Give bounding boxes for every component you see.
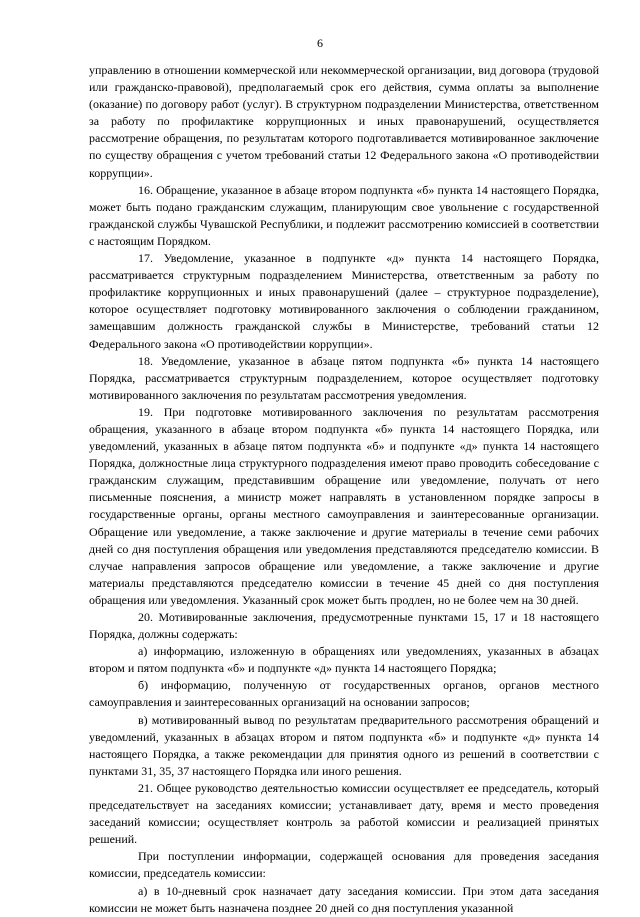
paragraph-20: 20. Мотивированные заключения, предусмотренные пунктами 15, 17 и 18 настоящего Порядка, должны содержать:: [89, 610, 599, 642]
paragraph-19: 19. При подготовке мотивированного заключения по результатам рассмотрения обращения, указанного в абзаце втором подпункта «б» пункта 14 настоящего Порядка, или уведомлений, указанных в абзаце пятом подпункта «б» и подпункте «д» пункта 14 настоящего Порядка, должностные лица структурного подразделения имеют право проводить собеседование с гражданским служащим, представившим обращение или уведомление, получать от него письменные пояснения, а министр может направлять в установленном порядке запросы в государственные органы, органы местного самоуправления и заинтересованные организации. Обращение или уведомление, а также заключение и другие материалы в течение семи рабочих дней со дня поступления обращения или уведомления представляются председателю комиссии. В случае направления запросов обращение или уведомление, а также заключение и другие материалы представляются председателю комиссии в течение 45 дней со дня поступления обращения или уведомления. Указанный срок может быть продлен, но не более чем на 30 дней.: [89, 404, 599, 607]
paragraph-21: 21. Общее руководство деятельностью комиссии осуществляет ее председатель, который председательствует на заседаниях комиссии; устанавливает дату, время и место проведения заседаний комиссии; осуществляет контроль за работой комиссии и реализацией принятых решений.: [89, 780, 599, 847]
paragraph-20-a: а) информацию, изложенную в обращениях или уведомлениях, указанных в абзацах втором и пятом подпункта «б» и подпункте «д» пункта 14 настоящего Порядка;: [89, 644, 599, 676]
paragraph-20-v: в) мотивированный вывод по результатам предварительного рассмотрения обращений и уведомлений, указанных в абзацах втором и пятом подпункта «б» и подпункте «д» пункта 14 настоящего Порядка, а также рекомендации для принятия одного из решений в соответствии с пунктами 31, 35, 37 настоящего Порядка или иного решения.: [89, 712, 599, 778]
paragraph-continuation: управлению в отношении коммерческой или некоммерческой организации, вид договора (трудовой или гражданско-правовой), предполагаемый срок его действия, сумма оплаты за выполнение (оказание) по договору работ (услуг). В структурном подразделении Министерства, ответственном за работу по профилактике коррупционных и иных правонарушений, осуществляется рассмотрение обращения, по результатам которого подготавливается мотивированное заключение по существу обращения с учетом требований статьи 12 Федерального закона «О противодействии коррупции».: [89, 63, 599, 180]
page-number: 6: [317, 36, 323, 50]
paragraph-20-b: б) информацию, полученную от государственных органов, органов местного самоуправления и заинтересованных организаций на основании запросов;: [89, 678, 599, 710]
document-body: [89, 62, 599, 917]
paragraph-18: 18. Уведомление, указанное в абзаце пятом подпункта «б» пункта 14 настоящего Порядка, рассматривается структурным подразделением, которое осуществляет подготовку мотивированного заключения по результатам рассмотрения уведомления.: [89, 353, 599, 402]
paragraph-21-a: а) в 10-дневный срок назначает дату заседания комиссии. При этом дата заседания комиссии не может быть назначена позднее 20 дней со дня поступления указанной: [89, 883, 599, 915]
paragraph-17: 17. Уведомление, указанное в подпункте «д» пункта 14 настоящего Порядка, рассматривается структурным подразделением Министерства, ответственным за работу по профилактике коррупционных и иных правонарушений (далее – структурное подразделение), которое осуществляет подготовку мотивированного заключения о соблюдении гражданином, замещавшим должность гражданской службы в Министерстве, требований статьи 12 Федерального закона «О противодействии коррупции».: [89, 251, 599, 351]
paragraph-16: 16. Обращение, указанное в абзаце втором подпункта «б» пункта 14 настоящего Порядка, может быть подано гражданским служащим, планирующим свое увольнение с государственной гражданской службы Чувашской Республики, и подлежит рассмотрению комиссией в соответствии с настоящим Порядком.: [89, 182, 599, 248]
paragraph-21-intro: При поступлении информации, содержащей основания для проведения заседания комиссии, председатель комиссии:: [89, 849, 599, 881]
